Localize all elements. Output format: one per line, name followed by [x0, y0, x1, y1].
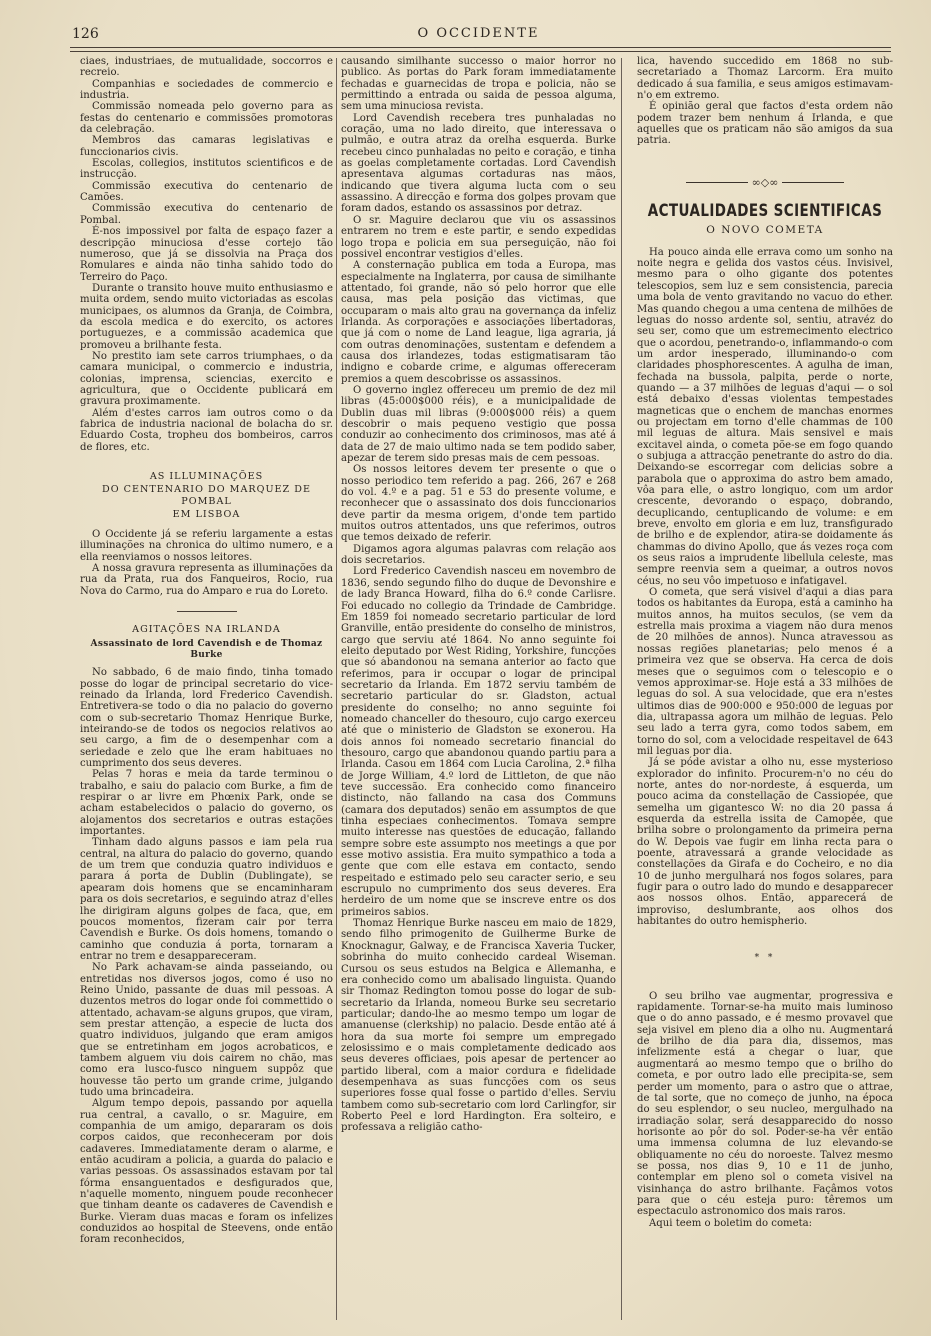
article-heading-illuminations-line2: DO CENTENARIO DO MARQUEZ DE POMBAL [102, 483, 311, 508]
page-header [70, 26, 887, 46]
paragraph: lica, havendo succedido em 1868 no sub-secretariado a Thomaz Larcorm. Era muito dedicado á sua familia, e seus amigos estimavam-n'o em extremo. [637, 56, 893, 102]
paragraph: Thomaz Henrique Burke nasceu em maio de 1829, sendo filho primogenito de Guilherme Burke de Knocknagur, Galway, e de Francisca Xaveria Tucker, sobrinha do muito conhecido cardeal Wiseman. Cursou os seus estudos na Belgica e Allemanha, e era conhecido como um abalisado linguista. Quando sir Thomaz Redington tomou posse do logar de sub-secretario da Irlanda, nomeou Burke seu secretario particular; dando-lhe ao mesmo tempo um logar de amanuense (clerkship) no palacio. Desde então até á hora da sua morte foi sempre um empregado zelosissimo e o mais completamente dedicado aos seus deveres officiaes, pois apesar de pertencer ao partido liberal, com a maior cordura e fidelidade desempenhava as suas funcções com os seus superiores fosse qual fosse o partido d'elles. Serviu tambem como sub-secretario com lord Carlingfor, sir Roberto Peel e lord Hardington. Era solteiro, e professava a religião catho- [341, 918, 616, 1134]
section-divider [177, 611, 237, 612]
paragraph: Tinham dado alguns passos e iam pela rua central, na altura do palacio do governo, quando de um trem que conduzia quatro individuos e parara á porta de Dublin (Dublingate), se apearam dois homens que se encaminharam para os dois secretarios, e seguindo atraz d'elles lhe dirigiram alguns golpes de faca, que, em poucos momentos, fizeram cair por terra Cavendish e Burke. Os dois homens, tomando o caminho que conduzia á porta, tornaram a entrar no trem e desappareceram. [80, 837, 333, 962]
paragraph: Pelas 7 horas e meia da tarde terminou o trabalho, e saiu do palacio com Burke, a fim de respirar o ar livre em Phœnix Park, onde se acham estabelecidos o palacio do governo, os alojamentos dos secretarios e outras estações importantes. [80, 769, 333, 838]
paragraph: No Park achavam-se ainda passeiando, ou entretidas nos diversos jogos, como é uso no Reino Unido, passante de duas mil pessoas. A duzentos metros do logar onde foi commettido o attentado, achavam-se alguns grupos, que viram, sem prestar attenção, a especie de lucta dos quatro individuos, julgando que eram amigos que se entretinham em jogos acrobaticos, e tambem alguem viu dois cairem no chão, mas como era lusco-fusco ninguem suppôz que houvesse tão perto um grande crime, julgando tudo uma brincadeira. [80, 962, 333, 1098]
paragraph: A consternação publica em toda a Europa, mas especialmente na Inglaterra, por causa de similhante attentado, foi grande, não só pelo horror que elle causa, mas pela posição das victimas, que occuparam o mais alto grau na governança da infeliz Irlanda. As corporações e associações libertadoras, que já com o nome de Land league, liga agraria, já com outras denominações, sustentam e defendem a causa dos irlandezes, todas estigmatisaram tão indigno e cobarde crime, e algumas offereceram premios a quem descobrisse os assassinos. [341, 260, 616, 385]
header-rule-bottom [70, 51, 891, 52]
paragraph: No prestito iam sete carros triumphaes, o da camara municipal, o commercio e industria, colonias, imprensa, sciencias, exercito e agricultura, que o Occidente publicará em gravura proximamente. [80, 350, 333, 408]
column-3 [637, 56, 893, 1322]
paragraph: Algum tempo depois, passando por aquella rua central, a cavallo, o sr. Maguire, em companhia de um amigo, depararam os dois corpos caidos, que reconheceram por dois cadaveres. Immediatamente deram o alarme, e então acudiram a policia, a guarda do palacio e varias pessoas. Os assassinados estavam por tal fórma ensanguentados e desfigurados que, n'aquelle momento, ninguem poude reconhecer que tinham deante os cadaveres de Cavendish e Burke. Vieram duas macas e foram os infelizes conduzidos ao hospital de Steevens, onde então foram reconhecidos, [80, 1098, 333, 1246]
header-rule-top [70, 47, 891, 48]
paragraph: ciaes, industriaes, de mutualidade, soccorros e recreio. [80, 56, 333, 79]
paragraph: causando similhante successo o maior horror no publico. As portas do Park foram immediatamente fechadas e guarnecidas de tropa e policia, não se permittindo a entrada ou saida de pessoa alguma, sem uma minuciosa revista. [341, 56, 616, 113]
paragraph: Lord Frederico Cavendish nasceu em novembro de 1836, sendo segundo filho do duque de Devonshire e de lady Branca Howard, filha do 6.º conde Carlisre. Foi educado no collegio da Trindade de Cambridge. Em 1859 foi nomeado secretario particular de lord Granville, então presidente do conselho de ministros, cargo que serviu até 1864. No anno seguinte foi eleito deputado por West Riding, Yorkshire, funcções que só abandonou na semana anterior ao facto que referimos, para ir occupar o logar de principal secretario da Irlanda. Em 1872 serviu também de secretario particular do sr. Gladston, actual presidente do conselho; no anno seguinte foi nomeado chanceller do thesouro, cujo cargo exerceu até que o ministerio de Gladston se exonerou. Ha dois annos foi nomeado secretario financial do thesouro, cargo que abandonou quando partiu para a Irlanda. Casou em 1864 com Lucia Carolina, 2.ª filha de Jorge William, 4.º lord de Littleton, de que não teve successão. Era conhecido como financeiro distincto, não fallando na casa dos Communs (camara dos deputados) senão em assumptos de que tinha especiaes conhecimentos. Tomava sempre muito interesse nas questões de educação, fallando sempre sobre este assumpto nos meetings a que por esse motivo assistia. Era muito sympathico a toda a gente que com elle estava em contacto, sendo respeitado e estimado pelo seu caracter serio, e seu escrupulo no cumprimento dos seus deveres. Era herdeiro de um nome que se inscreve entre os dos primeiros sabios. [341, 566, 616, 918]
paragraph: No sabbado, 6 de maio findo, tinha tomado posse do logar de principal secretario do vice-reinado da Irlanda, lord Frederico Cavendish. Entretivera-se todo o dia no palacio do governo com o sub-secretario Thomaz Henrique Burke, inteirando-se de todos os negocios relativos ao seu cargo, a fim de o desempenhar com a seriedade e zelo que lhe eram habituaes no cumprimento dos seus deveres. [80, 667, 333, 770]
section-title: ACTUALIDADES SCIENTIFICAS [647, 200, 883, 221]
article-heading-illuminations-line3: EM LISBOA [172, 508, 241, 520]
ornament-icon: ∞◇∞ [748, 175, 782, 189]
paragraph: Já se póde avistar a olho nu, esse mysterioso explorador do infinito. Procurem-n'o no céu do norte, antes do nor-nordeste, á esquerda, um pouco acima da constellação de Cassiopée, que semelha um gigantesco W: no dia 20 passa á esquerda da estrella issita de Camopée, que brilha sobre o prolongamento da primeira perna do W. Depois vae fugir em linha recta para o poente, atravessará a grande velocidade as constellações da Girafa e do Cocheiro, e no dia 10 de junho mergulhará nos fogos solares, para fugir para o outro lado do mundo e desapparecer aos nossos olhos. Então, apparecerá de improviso, deslumbrante, aos olhos dos habitantes do outro hemispherio. [637, 757, 893, 928]
section-subtitle: O NOVO COMETA [706, 224, 824, 237]
article-heading-ireland: AGITAÇÕES NA IRLANDA [132, 624, 281, 636]
paragraph: Commissão executiva do centenario de Pombal. [80, 203, 333, 226]
ornamental-divider [637, 177, 893, 188]
column-1 [80, 56, 333, 1322]
column-divider-right [621, 58, 622, 1320]
paragraph: É opinião geral que factos d'esta ordem não podem trazer bem nenhum á Irlanda, e que aquelles que os praticam não são amigos da sua patria. [637, 101, 893, 147]
article-subheading-ireland: Assassinato de lord Cavendish e de Thomaz Burke [90, 638, 323, 660]
paragraph: O seu brilho vae augmentar, progressiva e rapidamente. Tornar-se-ha muito mais luminoso que o do anno passado, e é mesmo provavel que seja visivel em pleno dia a olho nu. Augmentará de brilho de dia para dia, dissemos, mas infelizmente está a chegar o luar, que augmentará ao mesmo tempo que o brilho do cometa, e por outro lado elle precipita-se, sem perder um momento, para o astro que o attrae, de tal sorte, que no começo de junho, na época do seu esplendor, o seu nucleo, mergulhado na irradiação solar, será desapparecido do nosso horisonte ao pôr do sol. Poder-se-ha vêr então uma immensa columna de luz elevando-se obliquamente no céu do noroeste. Talvez mesmo se possa, nos dias 9, 10 e 11 de junho, contemplar em pleno sol o cometa visivel na visinhança do astro brilhante. Façâmos votos para que o céu esteja puro: têremos um espectaculo astronomico dos mais raros. [637, 990, 893, 1218]
paragraph: Ha pouco ainda elle errava como um sonho na noite negra e gelida dos vastos céus. Invisivel, mesmo para o olho gigante dos potentes telescopios, sem luz e sem consistencia, parecia uma bola de vento gravitando no vacuo do ether. Mas quando chegou a uma centena de milhões de leguas do nosso ardente sol, sentiu, atravéz do seu ser, como que um estremecimento electrico que o acordou, penetrando-o, inflammando-o com um ardor inesperado, illuminando-o com claridades phosphorescentes. A agulha de iman, fechada na bussola, palpita, perde o norte, quando — a 37 milhões de leguas d'aqui — o sol está debaixo d'essas violentas tempestades magneticas que o enchem de manchas enormes ou projectam em torno d'elle chammas de 100 mil leguas de altura. Mais sensivel e mais excitavel ainda, o cometa põe-se em fogo quando o subjuga a attracção penetrante do astro do dia. Deixando-se escorregar com delicias sobre a parabola que o approxima do astro bem amado, vôa para elle, o astro longiquo, com um ardor crescente, devorando o espaço, dobrando, decuplicando, centuplicando de volume: e em breve, envolto em gloria e em luz, transfigurado de brilho e de explendor, atira-se doidamente ás chammas do divino Apollo, que ás vezes roça com os seus raios a imprudente libellula celeste, mas sempre reenvia sem a queimar, a outros novos céus, no seu vôo impetuoso e infatigavel. [637, 246, 893, 587]
paragraph: Durante o transito houve muito enthusiasmo e muita ordem, sendo muito victoriadas as escolas municipaes, os alumnos da Granja, de Coimbra, da escola medica e do exercito, os actores portuguezes, e a commissão academica que promoveu a brilhante festa. [80, 282, 333, 351]
asterism-divider: * * [754, 953, 776, 964]
page-number: 126 [72, 26, 99, 42]
column-2 [341, 56, 616, 1322]
paragraph: A nossa gravura representa as illuminações da rua da Prata, rua dos Fanqueiros, Rocio, rua Nova do Carmo, rua do Amparo e rua do Loreto. [80, 563, 333, 597]
paragraph: Escolas, collegios, institutos scientificos e de instrucção. [80, 158, 333, 181]
paragraph: Companhias e sociedades de commercio e industria. [80, 78, 333, 102]
paragraph: O sr. Maguire declarou que viu os assassinos entrarem no trem e este partir, e sendo expedidas logo tropa e policia em sua perseguição, não foi possivel encontrar vestigios d'elles. [341, 214, 616, 260]
paragraph: Commissão nomeada pelo governo para as festas do centenario e commissões promotoras da celebração. [80, 101, 333, 136]
paragraph: Aqui teem o boletim do cometa: [649, 1217, 813, 1229]
paragraph: Digamos agora algumas palavras com relação aos dois secretarios. [341, 543, 616, 567]
paragraph: O cometa, que será visivel d'aqui a dias para todos os habitantes da Europa, está a caminho ha muitos annos, ha muitos seculos, (se vem da estrella mais proxima a viagem não dura menos de 20 milhões de annos). Nunca atravessou as nossas regiões planetarias; pelo menos é a primeira vez que se observa. Ha cerca de dois meses que o seguimos com o telescopio e o vemos approximar-se. Hoje está a 33 milhões de leguas do sol. A sua velocidade, que era n'estes ultimos dias de 900:000 e 950:000 de leguas por dia, ultrapassa agora um milhão de leguas. Pelo seu lado a terra gyra, como todos sabem, em torno do sol, com a velocidade respeitavel de 643 mil leguas por dia. [637, 587, 893, 757]
paragraph: O Occidente já se referiu largamente a estas illuminações na chronica do ultimo numero, e a ella reenviamos o nossos leitores. [80, 529, 333, 563]
paragraph: É-nos impossivel por falta de espaço fazer a descripção minuciosa d'esse cortejo tão numeroso, que já se dissolvia na Praça dos Romulares e ainda não tinha sahido todo do Terreiro do Paço. [80, 226, 333, 283]
column-divider-left [336, 58, 337, 1320]
paragraph: Os nossos leitores devem ter presente o que o nosso periodico tem referido a pag. 266, 267 e 268 do vol. 4.º e a pag. 51 e 53 do presente volume, e reconhecer que o assassinato dos dois funccionarios deve partir da mesma origem, d'onde tem partido muitos outros attentados, uns que referimos, outros que temos deixado de referir. [341, 464, 616, 544]
paragraph: Commissão executiva do centenario de Camões. [80, 180, 333, 204]
paragraph: Lord Cavendish recebera tres punhaladas no coração, uma no lado direito, que interessava o pulmão, e outra atraz da orelha esquerda. Burke recebeu cinco punhaladas no peito e coração, e tinha as goelas completamente cortadas. Lord Cavendish apresentava algumas cortaduras nas mãos, indicando que tivera alguma lucta com o seu assassino. A direcção e forma dos golpes provam que foram dados, estando os assassinos por detraz. [341, 112, 616, 215]
paragraph: Além d'estes carros iam outros como o da fabrica de industria nacional de bolacha do sr. Eduardo Costa, tropheu dos bombeiros, carros de flores, etc. [80, 407, 333, 453]
paragraph: Membros das camaras legislativas e funccionarios civis. [80, 135, 333, 158]
article-heading-illuminations: AS ILLUMINAÇÕES [149, 471, 264, 483]
paragraph: O governo inglez offereceu um premio de dez mil libras (45:000$000 réis), e a municipalidade de Dublin duas mil libras (9:000$000 réis) a quem descobrir o mais pequeno vestigio que possa conduzir ao conhecimento dos criminosos, mas até á data de 27 de maio ultimo nada se tem podido saber, apezar de terem sido presas mais de cem pessoas. [341, 384, 616, 465]
page-title: O OCCIDENTE [417, 26, 540, 41]
